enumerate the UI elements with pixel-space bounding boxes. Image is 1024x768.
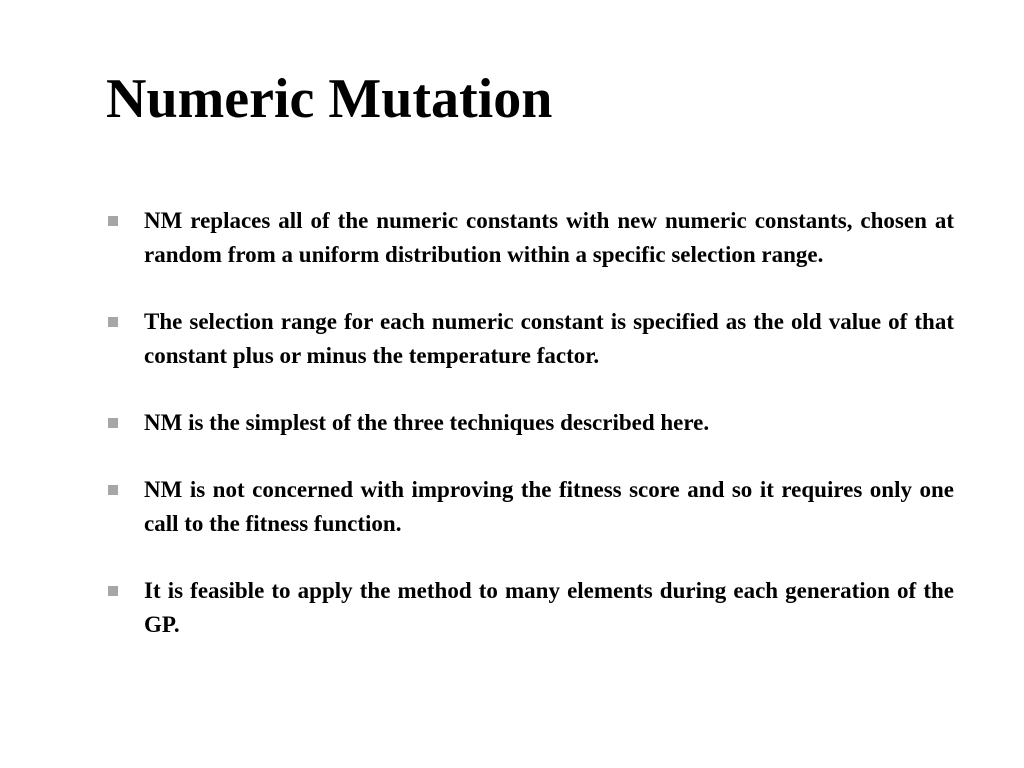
list-item — [106, 574, 954, 642]
slide-title: Numeric Mutation — [106, 68, 553, 130]
bullet-text: The selection range for each numeric constant is specified as the old value of that constant plus or minus the temperature factor. — [144, 309, 954, 368]
square-bullet-icon — [106, 406, 144, 440]
list-item — [106, 473, 954, 541]
square-bullet-icon — [106, 574, 144, 608]
list-item — [106, 305, 954, 373]
square-bullet-icon — [106, 305, 144, 339]
square-bullet-icon — [106, 204, 144, 238]
bullet-list — [106, 204, 954, 675]
bullet-text: It is feasible to apply the method to many elements during each generation of the GP. — [144, 578, 954, 637]
bullet-text: NM is not concerned with improving the fitness score and so it requires only one call to the fitness function. — [144, 477, 954, 536]
square-bullet-icon — [106, 473, 144, 507]
bullet-text: NM replaces all of the numeric constants with new numeric constants, chosen at random from a uniform distribution within a specific selection range. — [144, 208, 954, 267]
list-item — [106, 406, 954, 440]
list-item — [106, 204, 954, 272]
bullet-text: NM is the simplest of the three techniques described here. — [144, 410, 710, 435]
